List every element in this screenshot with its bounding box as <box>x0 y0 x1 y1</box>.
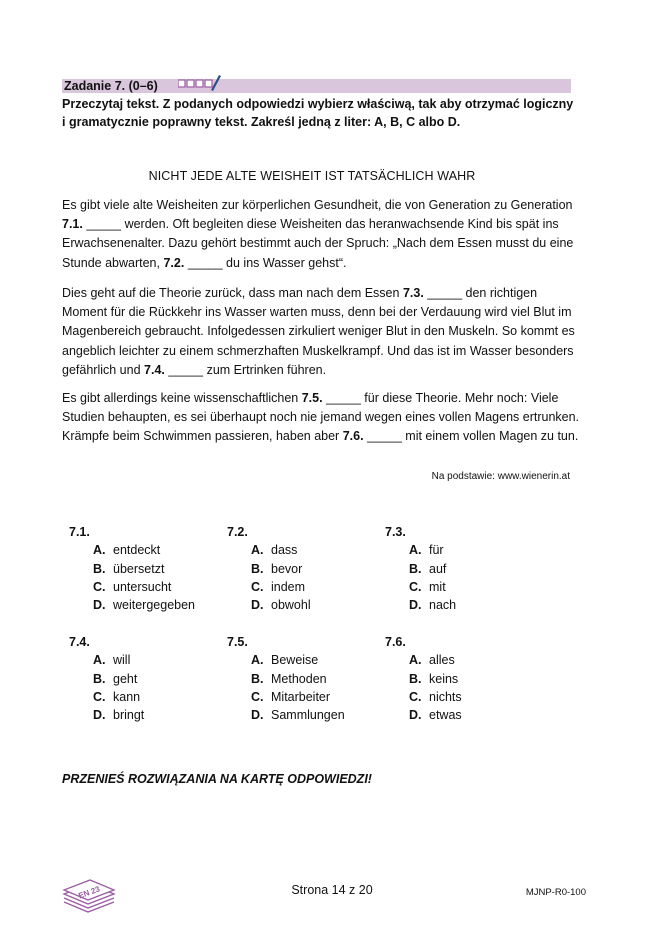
option-b[interactable] <box>409 672 458 686</box>
page-number: Strona 14 z 20 <box>291 883 373 897</box>
option-a[interactable] <box>251 653 318 667</box>
question-number: 7.3. <box>385 525 406 539</box>
option-text: alles <box>429 653 455 667</box>
option-letter: B. <box>251 562 264 576</box>
option-text: etwas <box>429 708 462 722</box>
text-paragraph-1 <box>62 196 582 273</box>
option-c[interactable] <box>93 580 171 594</box>
question-number: 7.1. <box>69 525 90 539</box>
option-d[interactable] <box>93 708 144 722</box>
option-letter: A. <box>409 543 422 557</box>
option-d[interactable] <box>251 708 345 722</box>
option-letter: C. <box>93 690 106 704</box>
option-d[interactable] <box>409 598 456 612</box>
option-c[interactable] <box>251 580 305 594</box>
gap-7-3: 7.3. <box>402 286 424 300</box>
option-text: untersucht <box>113 580 172 594</box>
p1-part-b: _____ werden. Oft begleiten diese Weisheiten das heranwachsende Kind bis spät ins Erwachsenenalter. Dazu gehört bestimmt auch der Spruch: „Nach dem Essen musst du eine Stunde abwarten, <box>62 217 574 270</box>
option-text: weitergegeben <box>113 598 196 612</box>
gap-7-6: 7.6. <box>342 429 364 444</box>
option-text: für <box>429 543 444 557</box>
gap-7-4: 7.4. <box>144 362 165 377</box>
option-letter: D. <box>251 708 264 722</box>
option-letter: A. <box>251 653 264 667</box>
option-letter: C. <box>251 690 264 704</box>
option-text: indem <box>271 580 306 594</box>
option-b[interactable] <box>251 672 327 686</box>
option-letter: C. <box>409 580 422 594</box>
p3-part-a: Es gibt allerdings keine wissenschaftlichen <box>62 391 299 405</box>
option-letter: C. <box>93 580 106 594</box>
option-a[interactable] <box>409 653 455 667</box>
option-letter: D. <box>251 598 264 612</box>
option-text: nach <box>429 598 457 612</box>
option-b[interactable] <box>93 562 164 576</box>
option-text: entdeckt <box>113 543 161 557</box>
transfer-note: PRZENIEŚ ROZWIĄZANIA NA KARTĘ ODPOWIEDZI! <box>62 772 372 786</box>
exam-code: MJNP-R0-100 <box>525 887 586 898</box>
option-b[interactable] <box>93 672 137 686</box>
option-b[interactable] <box>251 562 302 576</box>
option-text: dass <box>271 543 298 557</box>
p1-part-a: Es gibt viele alte Weisheiten zur körperlichen Gesundheit, die von Generation zu Generation <box>62 198 573 212</box>
option-letter: A. <box>93 543 106 557</box>
task-instruction <box>62 95 577 131</box>
option-a[interactable] <box>251 543 297 557</box>
pen-icon <box>178 72 222 94</box>
option-a[interactable] <box>93 543 160 557</box>
option-letter: A. <box>251 543 264 557</box>
gap-7-1: 7.1. <box>62 217 83 232</box>
option-d[interactable] <box>93 598 195 612</box>
question-number: 7.5. <box>227 635 248 649</box>
instruction-line-2: i gramatycznie poprawny tekst. Zakreśl jedną z liter: A, B, C albo D. <box>62 115 461 129</box>
option-c[interactable] <box>409 580 446 594</box>
option-text: Mitarbeiter <box>271 690 331 704</box>
option-letter: B. <box>409 672 422 686</box>
option-letter: C. <box>409 690 422 704</box>
p2-part-a: Dies geht auf die Theorie zurück, dass man nach dem Essen <box>62 286 400 300</box>
source-note: Na podstawie: www.wienerin.at <box>431 471 570 482</box>
option-letter: D. <box>409 708 422 722</box>
option-text: Beweise <box>271 653 319 667</box>
option-text: obwohl <box>271 598 311 612</box>
instruction-line-1: Przeczytaj tekst. Z podanych odpowiedzi wybierz właściwą, tak aby otrzymać logiczny <box>62 97 574 111</box>
option-text: will <box>113 653 131 667</box>
p1-part-c: _____ du ins Wasser gehst“. <box>187 255 347 270</box>
option-text: übersetzt <box>113 562 165 576</box>
gap-7-2: 7.2. <box>163 255 185 270</box>
option-text: Sammlungen <box>271 708 345 722</box>
option-text: kann <box>113 690 141 704</box>
text-paragraph-3 <box>62 389 582 447</box>
option-c[interactable] <box>251 690 330 704</box>
p2-part-b: _____ den richtigen Moment für die Rückkehr ins Wasser warten muss, denn bei der Verdauung wird viel Blut im Magenbereich gebraucht. Infolgedessen zirkuliert weniger Blut in den Muskeln. So kommt es angeblich leichter zu einem schmerzhaften Muskelkrampf. Und das ist im Wasser besonders gefährlich und <box>62 286 575 377</box>
option-text: nichts <box>429 690 462 704</box>
option-letter: B. <box>409 562 422 576</box>
option-text: keins <box>429 672 459 686</box>
option-b[interactable] <box>409 562 446 576</box>
option-text: geht <box>113 672 138 686</box>
option-d[interactable] <box>251 598 311 612</box>
option-text: bevor <box>271 562 303 576</box>
option-letter: B. <box>251 672 264 686</box>
question-number: 7.6. <box>385 635 406 649</box>
option-letter: A. <box>409 653 422 667</box>
option-a[interactable] <box>409 543 444 557</box>
option-letter: D. <box>409 598 422 612</box>
option-letter: B. <box>93 562 106 576</box>
option-text: mit <box>429 580 446 594</box>
option-letter: A. <box>93 653 106 667</box>
text-paragraph-2 <box>62 284 582 380</box>
option-letter: D. <box>93 708 106 722</box>
p2-part-c: _____ zum Ertrinken führen. <box>168 362 327 377</box>
option-letter: B. <box>93 672 106 686</box>
task-title: Zadanie 7. (0–6) <box>64 79 158 93</box>
option-text: auf <box>429 562 447 576</box>
question-number: 7.2. <box>227 525 248 539</box>
option-c[interactable] <box>93 690 140 704</box>
gap-7-5: 7.5. <box>301 391 323 405</box>
option-letter: C. <box>251 580 264 594</box>
option-c[interactable] <box>409 690 462 704</box>
logo-text: EN 23 <box>77 884 102 901</box>
option-text: Methoden <box>271 672 327 686</box>
p3-part-c: _____ mit einem vollen Magen zu tun. <box>367 429 579 444</box>
option-letter: D. <box>93 598 106 612</box>
p3-part-b: _____ für diese Theorie. Mehr noch: Viele Studien behaupten, es sei überhaupt noch nie jemand wegen eines vollen Magens ertrunken. Krämpfe beim Schwimmen passieren, haben aber <box>62 391 580 444</box>
option-d[interactable] <box>409 708 462 722</box>
question-number: 7.4. <box>69 635 90 649</box>
text-title: NICHT JEDE ALTE WEISHEIT IST TATSÄCHLICH WAHR <box>148 169 476 183</box>
option-a[interactable] <box>93 653 130 667</box>
option-text: bringt <box>113 708 145 722</box>
